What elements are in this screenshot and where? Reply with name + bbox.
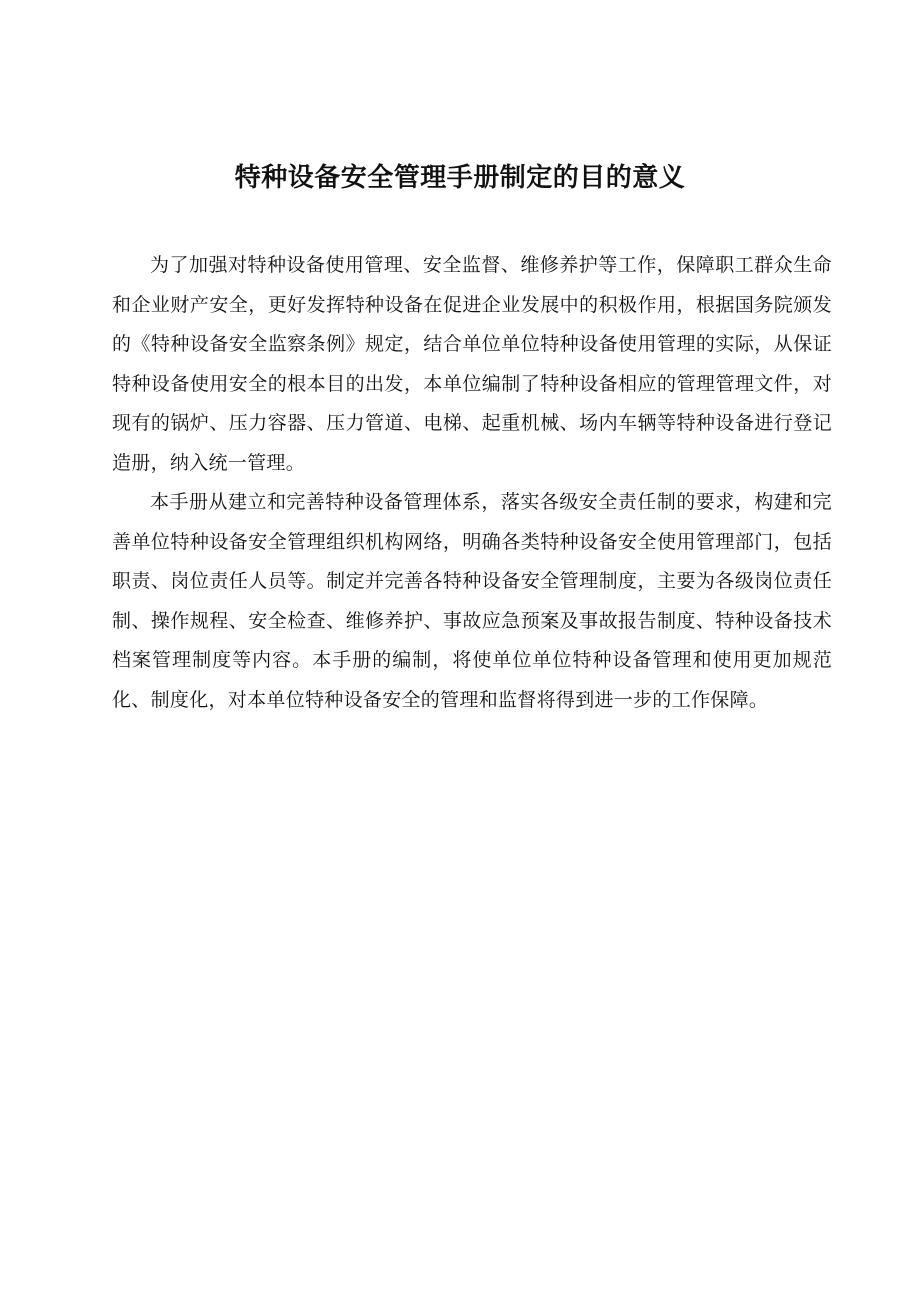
body-paragraph-1: 为了加强对特种设备使用管理、安全监督、维修养护等工作，保障职工群众生命和企业财产安全，更好发挥特种设备在促进企业发展中的积极作用，根据国务院颁发的《特种设备安全监察条例》规定，结合单位单位特种设备使用管理的实际，从保证特种设备使用安全的根本目的出发，本单位编制了特种设备相应的管理管理文件，对现有的锅炉、压力容器、压力管道、电梯、起重机械、场内车辆等特种设备进行登记造册，纳入统一管理。 bbox=[112, 254, 832, 474]
document-title: 特种设备安全管理手册制定的目的意义 bbox=[234, 163, 686, 193]
document-body bbox=[112, 246, 832, 720]
body-paragraph-2: 本手册从建立和完善特种设备管理体系，落实各级安全责任制的要求，构建和完善单位特种设备安全管理组织机构网络，明确各类特种设备安全使用管理部门，包括职责、岗位责任人员等。制定并完善各特种设备安全管理制度，主要为各级岗位责任制、操作规程、安全检查、维修养护、事故应急预案及事故报告制度、特种设备技术档案管理制度等内容。本手册的编制，将使单位单位特种设备管理和使用更加规范化、制度化，对本单位特种设备安全的管理和监督将得到进一步的工作保障。 bbox=[112, 491, 832, 711]
